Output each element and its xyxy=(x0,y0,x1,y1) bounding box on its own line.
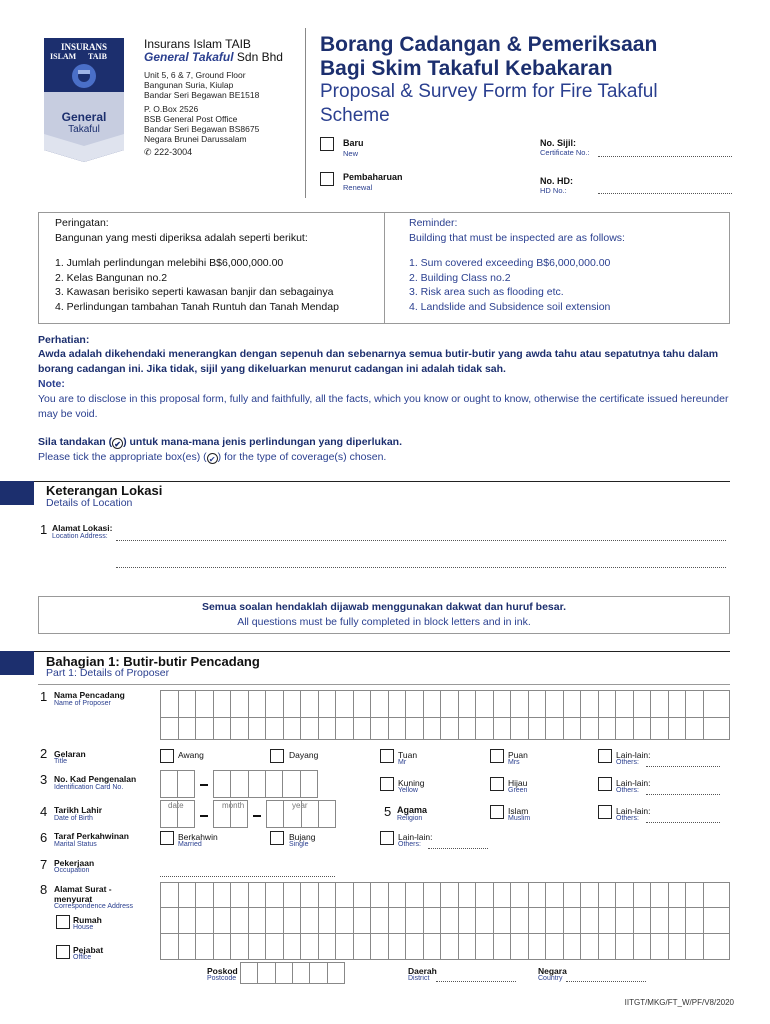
house-label-en: House xyxy=(73,924,94,931)
tick-text: Sila tandakan ( xyxy=(38,436,113,448)
logo-brand: General xyxy=(61,110,107,124)
hd-number-field[interactable] xyxy=(598,192,732,194)
ic-other-label-en: Others: xyxy=(616,787,639,794)
month-label: month xyxy=(222,801,245,810)
awang-checkbox[interactable] xyxy=(160,749,174,763)
ic-other-label: Lain-lain: xyxy=(616,778,651,788)
form-title-malay xyxy=(320,33,657,81)
renewal-label: Pembaharuan xyxy=(343,172,403,182)
occupation-label: Pekerjaan xyxy=(54,858,95,868)
header-divider xyxy=(305,28,306,198)
house-label: Rumah xyxy=(73,915,102,925)
label-line: menyurat xyxy=(54,894,93,904)
ic-label: No. Kad Pengenalan xyxy=(54,774,137,784)
company-subname xyxy=(144,50,283,64)
address-line: Negara Brunei Darussalam xyxy=(144,134,247,144)
marital-other-field[interactable] xyxy=(428,847,488,849)
section-rule xyxy=(38,684,730,685)
reminder-intro: Bangunan yang mesti diperiksa adalah seperti berikut: xyxy=(55,231,308,244)
reminder-item: 2. Kelas Bangunan no.2 xyxy=(55,271,168,284)
awang-label: Awang xyxy=(178,750,204,760)
question-number: 4 xyxy=(40,804,48,819)
address-line: Bandar Seri Begawan BS8675 xyxy=(144,124,260,134)
location-section-subtitle: Details of Location xyxy=(46,497,133,509)
question-number: 1 xyxy=(40,689,48,704)
dob-label-en: Date of Birth xyxy=(54,815,93,822)
reminder-divider xyxy=(384,213,385,323)
religion-label-en: Religion xyxy=(397,815,423,822)
location-address-label: Alamat Lokasi: xyxy=(52,523,113,533)
question-number: 1 xyxy=(40,522,48,537)
cert-number-field[interactable] xyxy=(598,155,732,157)
muslim-label-en: Muslim xyxy=(508,815,531,822)
location-address-field[interactable] xyxy=(116,539,726,541)
reminder-item: 1. Sum covered exceeding B$6,000,000.00 xyxy=(409,257,611,269)
company-address xyxy=(144,70,259,100)
tick-text: ) for the type of coverage(s) chosen. xyxy=(217,451,387,463)
address-line: BSB General Post Office xyxy=(144,114,238,124)
company-suffix: Sdn Bhd xyxy=(233,50,283,64)
dob-dash xyxy=(200,815,208,817)
tick-instruction-english xyxy=(38,450,738,465)
muslim-label: Islam xyxy=(508,806,529,816)
title-line: Borang Cadangan & Pemeriksaan xyxy=(320,33,658,56)
married-label: Berkahwin xyxy=(178,832,218,842)
reminder-item: 2. Building Class no.2 xyxy=(409,271,511,284)
address-line: Bangunan Suria, Kiulap xyxy=(144,80,234,90)
single-label: Bujang xyxy=(289,832,316,842)
postcode-label-en: Postcode xyxy=(207,975,237,982)
correspondence-label-en: Correspondence Address xyxy=(54,903,133,910)
section-rule xyxy=(34,481,730,482)
office-label-en: Office xyxy=(73,954,92,961)
marital-other-label: Lain-lain: xyxy=(398,832,433,842)
question-number: 2 xyxy=(40,746,48,761)
tuan-checkbox[interactable] xyxy=(380,749,394,763)
title-label: Gelaran xyxy=(54,749,86,759)
renewal-label-en: Renewal xyxy=(343,183,373,192)
part1-subtitle: Part 1: Details of Proposer xyxy=(46,667,170,679)
note-body: You are to disclose in this proposal form, fully and faithfully, all the facts, which you know or ought to know, otherwise the certificate issued hereunder may be void. xyxy=(38,393,729,420)
title-label-en: Title xyxy=(54,758,67,765)
reminder-item: 4. Perlindungan tambahan Tanah Runtuh dan Tanah Mendap xyxy=(55,300,339,313)
tick-icon: ✔ xyxy=(112,438,123,449)
section-rule xyxy=(34,651,730,652)
dob-dash xyxy=(253,815,261,817)
hd-label: No. HD: xyxy=(540,176,573,186)
dob-year-field[interactable] xyxy=(266,800,336,828)
reminder-item: 3. Risk area such as flooding etc. xyxy=(409,286,564,298)
single-label-en: Single xyxy=(289,841,309,848)
company-phone xyxy=(144,147,192,157)
district-label: Daerah xyxy=(408,966,437,976)
logo-line1: INSURANS xyxy=(60,42,107,52)
office-checkbox[interactable] xyxy=(56,945,70,959)
logo-line2: ISLAM xyxy=(50,52,77,61)
company-brand: General Takaful xyxy=(144,50,234,64)
question-number: 7 xyxy=(40,857,48,872)
green-ic-checkbox[interactable] xyxy=(490,777,504,791)
yellow-ic-label-en: Yellow xyxy=(398,787,418,794)
puan-label-en: Mrs xyxy=(508,759,520,766)
dob-month-field[interactable] xyxy=(213,800,248,828)
label-line: Alamat Surat - xyxy=(54,884,112,894)
logo-brand2: Takaful xyxy=(68,124,100,135)
reminder-item: 3. Kawasan berisiko seperti kawasan banjir dan sebagainya xyxy=(55,286,334,298)
proposer-name-label-en: Name of Proposer xyxy=(54,700,111,707)
phone-number: 222-3004 xyxy=(154,147,193,157)
note-malay: Semua soalan hendaklah dijawab menggunakan dakwat dan huruf besar. xyxy=(201,601,567,613)
address-field-3[interactable] xyxy=(160,934,730,960)
title-line: Proposal & Survey Form for Fire Takaful xyxy=(320,81,658,102)
puan-checkbox[interactable] xyxy=(490,749,504,763)
tick-text: ) untuk mana-mana jenis perlindungan yang diperlukan. xyxy=(123,436,402,448)
note-heading: Note: xyxy=(38,378,65,390)
address-line: Bandar Seri Begawan BE1518 xyxy=(144,90,260,100)
marital-other-label-en: Others: xyxy=(398,841,421,848)
address-line: P. O.Box 2526 xyxy=(144,104,199,114)
marital-label-en: Marital Status xyxy=(54,841,97,848)
ic-number-field[interactable] xyxy=(213,770,318,798)
correspondence-label xyxy=(54,884,112,904)
district-field[interactable] xyxy=(436,980,516,982)
reminder-heading: Reminder: xyxy=(409,217,458,229)
country-label: Negara xyxy=(538,966,567,976)
green-ic-label: Hijau xyxy=(508,778,528,788)
dayang-label: Dayang xyxy=(289,750,319,760)
question-number: 5 xyxy=(384,804,392,819)
company-po-box xyxy=(144,104,259,144)
address-line: Unit 5, 6 & 7, Ground Floor xyxy=(144,70,246,80)
religion-label: Agama xyxy=(397,805,428,815)
ic-other-checkbox[interactable] xyxy=(598,777,612,791)
cert-label: No. Sijil: xyxy=(540,138,576,148)
reminder-box xyxy=(38,212,730,324)
part1-title: Bahagian 1: Butir-butir Pencadang xyxy=(46,654,260,669)
phone-icon: ✆ xyxy=(144,147,152,157)
religion-other-label: Lain-lain: xyxy=(616,806,651,816)
ic-dash xyxy=(200,784,208,786)
puan-label: Puan xyxy=(508,750,528,760)
question-number: 8 xyxy=(40,882,48,897)
reminder-malay xyxy=(55,216,380,314)
date-label: date xyxy=(168,801,184,810)
year-label: year xyxy=(292,801,308,810)
tick-icon: ✔ xyxy=(207,453,218,464)
tuan-label-en: Mr xyxy=(398,759,407,766)
occupation-field[interactable] xyxy=(160,875,335,877)
attention-body: Awda adalah dikehendaki menerangkan dengan sepenuh dan sebenarnya semua butir-butir yang awda tahu atau sepatutnya tahu dalam borang cadangan ini. Jika tidak, sijil yang dikeluarkan menurut cadangan ini adalah tidak sah. xyxy=(38,348,719,375)
location-address-field-2[interactable] xyxy=(116,566,726,568)
section-marker xyxy=(0,651,34,675)
title-other-field[interactable] xyxy=(646,765,720,767)
postcode-label: Poskod xyxy=(207,966,238,976)
dayang-checkbox[interactable] xyxy=(270,749,284,763)
location-section-title: Keterangan Lokasi xyxy=(46,483,163,498)
new-label: Baru xyxy=(343,138,364,148)
marital-label: Taraf Perkahwinan xyxy=(54,831,129,841)
religion-other-checkbox[interactable] xyxy=(598,805,612,819)
note-english: All questions must be fully completed in block letters and in ink. xyxy=(237,616,531,628)
title-line: Bagi Skim Takaful Kebakaran xyxy=(320,57,613,80)
block-letters-note xyxy=(38,596,730,634)
house-checkbox[interactable] xyxy=(56,915,70,929)
green-ic-label-en: Green xyxy=(508,787,528,794)
question-number: 6 xyxy=(40,830,48,845)
proposer-name-field[interactable] xyxy=(160,690,730,718)
new-checkbox[interactable] xyxy=(320,137,334,151)
section-marker xyxy=(0,481,34,505)
dob-label: Tarikh Lahir xyxy=(54,805,103,815)
form-title-english xyxy=(320,80,720,128)
tick-text: Please tick the appropriate box(es) ( xyxy=(38,451,207,463)
ic-prefix-field[interactable] xyxy=(160,770,195,798)
married-label-en: Married xyxy=(178,841,202,848)
tick-instruction-malay xyxy=(38,435,738,450)
single-checkbox[interactable] xyxy=(270,831,284,845)
address-field-2[interactable] xyxy=(160,908,730,934)
company-logo xyxy=(44,38,124,162)
office-label: Pejabat xyxy=(73,945,104,955)
hd-label-en: HD No.: xyxy=(540,186,567,195)
proposer-name-label: Nama Pencadang xyxy=(54,690,125,700)
country-field[interactable] xyxy=(566,980,646,982)
logo-line3: TAIB xyxy=(88,52,107,61)
district-label-en: District xyxy=(408,975,430,982)
ic-other-field[interactable] xyxy=(646,793,720,795)
yellow-ic-checkbox[interactable] xyxy=(380,777,394,791)
country-label-en: Country xyxy=(538,975,563,982)
proposer-name-field-2[interactable] xyxy=(160,718,730,740)
question-number: 3 xyxy=(40,772,48,787)
renewal-checkbox[interactable] xyxy=(320,172,334,186)
title-line: Scheme xyxy=(320,105,390,126)
reminder-item: 4. Landslide and Subsidence soil extension xyxy=(409,300,611,313)
form-code: IITGT/MKG/FT_W/PF/V8/2020 xyxy=(624,998,734,1007)
ic-label-en: Identification Card No. xyxy=(54,784,124,791)
new-label-en: New xyxy=(343,149,359,158)
occupation-label-en: Occupation xyxy=(54,867,90,874)
religion-other-field[interactable] xyxy=(646,821,720,823)
title-other-label: Lain-lain: xyxy=(616,750,651,760)
reminder-english xyxy=(409,216,727,314)
address-field-1[interactable] xyxy=(160,882,730,908)
marital-other-checkbox[interactable] xyxy=(380,831,394,845)
tuan-label: Tuan xyxy=(398,750,418,760)
company-name: Insurans Islam TAIB xyxy=(144,37,251,51)
religion-other-label-en: Others: xyxy=(616,815,639,822)
cert-label-en: Certificate No.: xyxy=(540,148,590,157)
married-checkbox[interactable] xyxy=(160,831,174,845)
postcode-field[interactable] xyxy=(240,962,345,984)
title-other-label-en: Others: xyxy=(616,759,639,766)
reminder-intro: Building that must be inspected are as follows: xyxy=(409,231,625,244)
location-address-label-en: Location Address: xyxy=(52,533,108,540)
yellow-ic-label: Kuning xyxy=(398,778,425,788)
reminder-item: 1. Jumlah perlindungan melebihi B$6,000,000.00 xyxy=(55,257,284,269)
reminder-heading: Peringatan: xyxy=(55,217,109,229)
muslim-checkbox[interactable] xyxy=(490,805,504,819)
attention-heading: Perhatian: xyxy=(38,334,90,346)
title-other-checkbox[interactable] xyxy=(598,749,612,763)
dob-date-field[interactable] xyxy=(160,800,195,828)
